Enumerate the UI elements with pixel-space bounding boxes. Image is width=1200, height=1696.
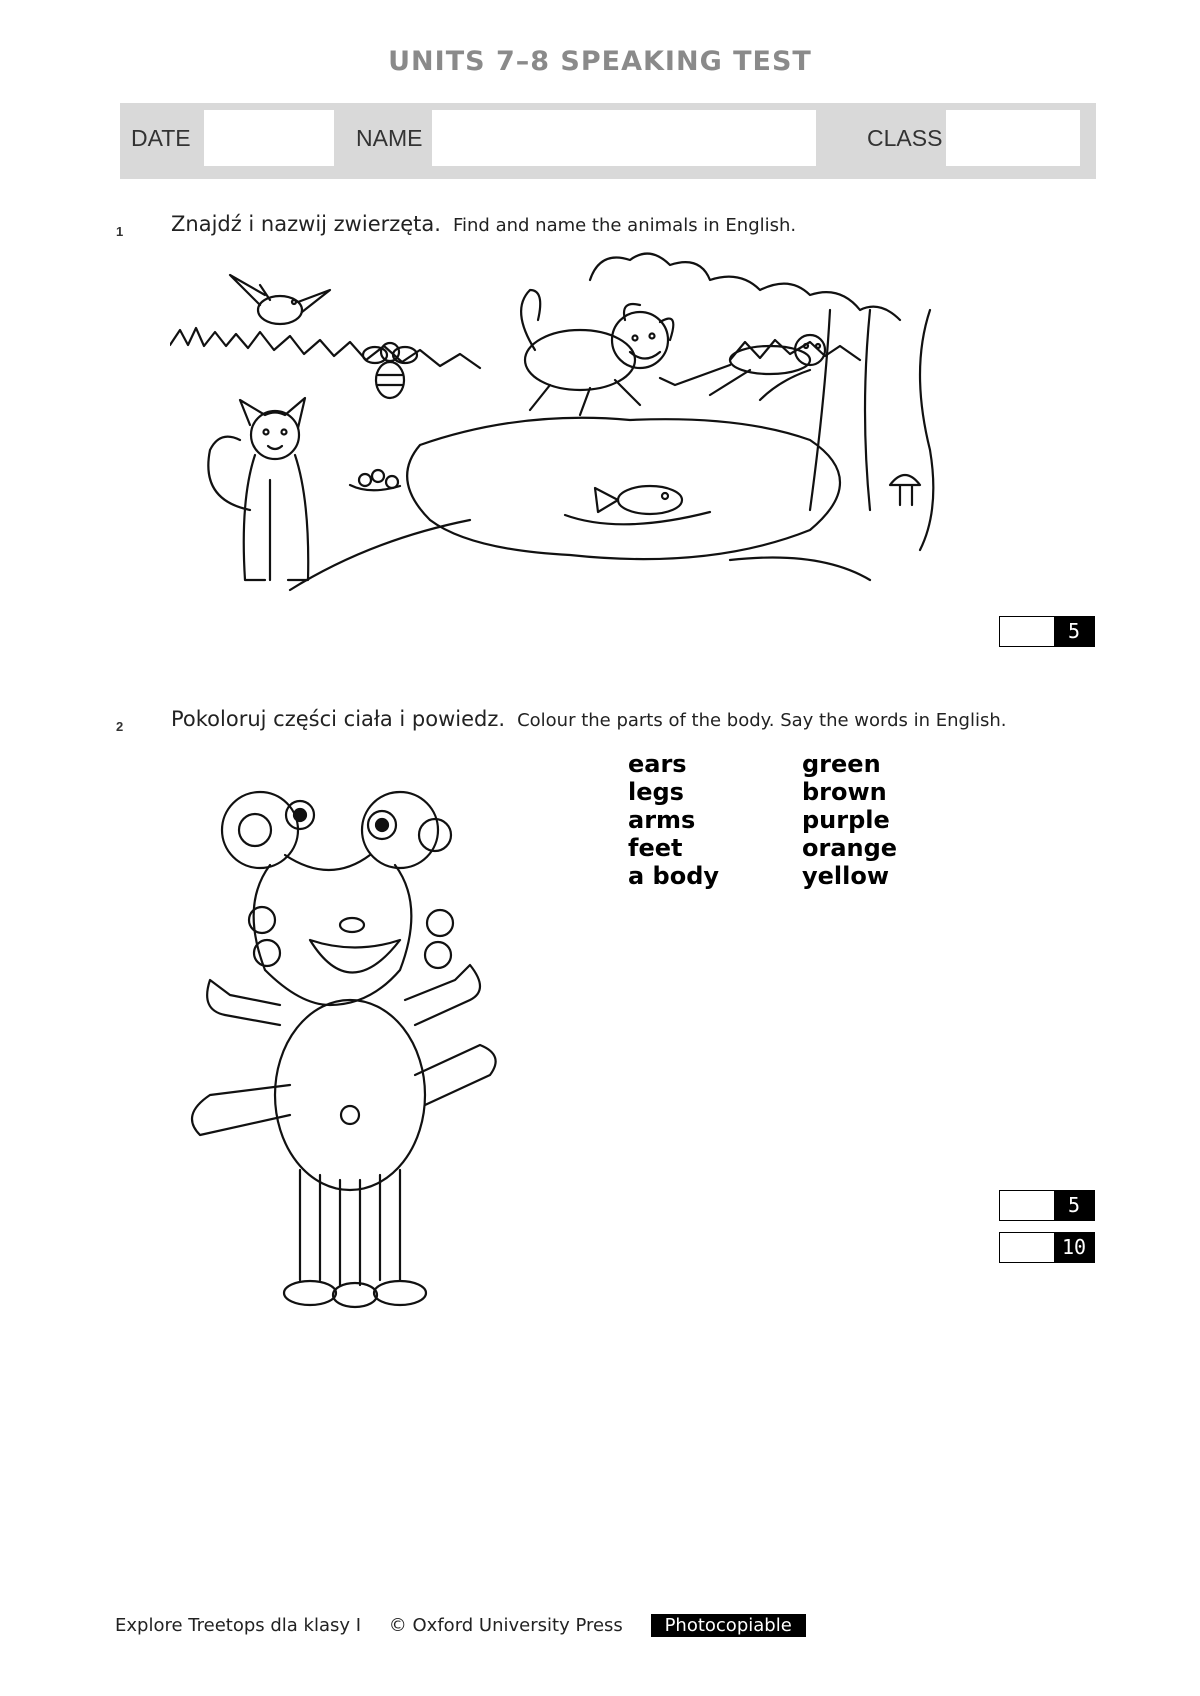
colour-word: purple bbox=[802, 806, 890, 834]
question-2-score-box[interactable] bbox=[999, 1190, 1095, 1221]
question-1-text-en: Find and name the animals in English. bbox=[452, 215, 797, 236]
body-part-word: ears bbox=[628, 750, 687, 778]
class-field[interactable] bbox=[946, 110, 1080, 166]
monster-feet bbox=[284, 1281, 426, 1307]
monster-illustration bbox=[170, 775, 530, 1320]
colour-word: brown bbox=[802, 778, 887, 806]
question-1-instruction bbox=[171, 212, 796, 236]
monster-legs bbox=[300, 1170, 400, 1285]
tree bbox=[590, 254, 900, 320]
question-2-max-score: 5 bbox=[1054, 1191, 1094, 1220]
question-2-number: 2 bbox=[116, 719, 124, 734]
date-label: DATE bbox=[131, 125, 191, 151]
question-1-text-pl: Znajdź i nazwij zwierzęta. bbox=[171, 212, 441, 236]
colour-word: green bbox=[802, 750, 881, 778]
pond-outline bbox=[407, 418, 840, 559]
question-2-instruction bbox=[171, 707, 1006, 731]
cat-drawing bbox=[208, 398, 308, 580]
name-field[interactable] bbox=[432, 110, 816, 166]
student-info-bar bbox=[120, 103, 1096, 179]
body-part-word: feet bbox=[628, 834, 683, 862]
body-part-word: legs bbox=[628, 778, 684, 806]
monster-ears bbox=[249, 907, 453, 968]
grass-line bbox=[170, 328, 480, 368]
question-1-score-box[interactable] bbox=[999, 616, 1095, 647]
flowers-drawing bbox=[350, 470, 400, 490]
body-part-word: a body bbox=[628, 862, 720, 890]
mushroom-drawing bbox=[890, 475, 920, 505]
question-2-text-en: Colour the parts of the body. Say the words in English. bbox=[517, 710, 1007, 731]
colour-word: orange bbox=[802, 834, 898, 862]
name-label: NAME bbox=[356, 125, 423, 151]
monster-head bbox=[222, 792, 451, 1005]
photocopiable-badge: Photocopiable bbox=[651, 1614, 806, 1637]
total-score-box[interactable] bbox=[999, 1232, 1095, 1263]
footer-publisher: © Oxford University Press bbox=[388, 1615, 623, 1636]
body-parts-list bbox=[628, 750, 719, 890]
class-label: CLASS bbox=[867, 125, 943, 151]
page-title: UNITS 7–8 SPEAKING TEST bbox=[388, 46, 812, 77]
monster-body bbox=[275, 1000, 425, 1190]
question-1-max-score: 5 bbox=[1054, 617, 1094, 646]
footer-book-title: Explore Treetops dla klasy I bbox=[115, 1615, 362, 1636]
colours-list bbox=[802, 750, 897, 890]
body-part-word: arms bbox=[628, 806, 696, 834]
question-1-number: 1 bbox=[116, 224, 124, 239]
question-2-text-pl: Pokoloruj części ciała i powiedz. bbox=[171, 707, 506, 731]
date-field[interactable] bbox=[204, 110, 334, 166]
animals-scene-illustration bbox=[170, 250, 980, 595]
page-footer bbox=[115, 1615, 828, 1636]
dog-drawing bbox=[521, 290, 673, 415]
colour-word: yellow bbox=[802, 862, 890, 890]
total-max-score: 10 bbox=[1054, 1233, 1094, 1262]
fish-drawing bbox=[565, 486, 710, 524]
bird-drawing bbox=[230, 275, 330, 324]
